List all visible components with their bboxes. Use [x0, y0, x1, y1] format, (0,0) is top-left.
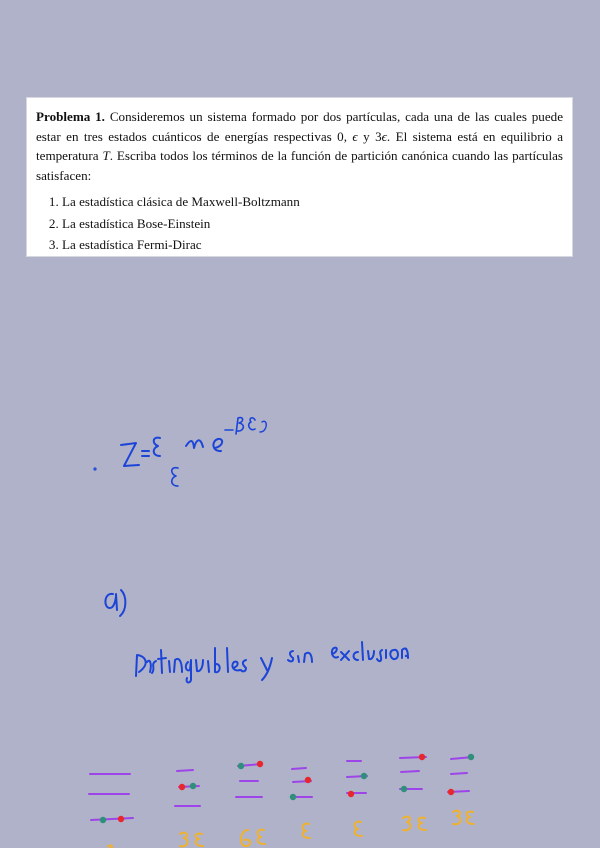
- epsilon-symbol: ϵ: [352, 128, 358, 144]
- list-item: 2. La estadística Bose-Einstein: [62, 213, 563, 235]
- list-item: 1. La estadística clásica de Maxwell-Boltzmann: [62, 191, 563, 213]
- statement-part-3: . El sistema está en equilibrio a temperatura: [36, 128, 564, 164]
- part-a-label: [105, 590, 125, 616]
- partition-function-formula: [94, 418, 266, 486]
- list-item: 3. La estadística Fermi-Dirac: [62, 234, 563, 256]
- problem-heading: Problema 1.: [36, 109, 105, 124]
- epsilon-symbol-2: ϵ: [381, 128, 387, 144]
- statement-part-4: . Escriba todos los términos de la función de partición canónica cuando las partículas satisfacen:: [36, 148, 564, 183]
- statement-part-2: y 3: [357, 128, 382, 144]
- handwritten-note: [136, 642, 408, 682]
- energy-labels: [108, 811, 474, 848]
- energy-level-diagrams: [89, 757, 473, 820]
- temperature-symbol: T: [102, 148, 110, 164]
- statement-part-1: Consideremos un sistema formado por dos partículas, cada una de las cuales puede estar en tres estados cuánticos de energías respectivas 0,: [36, 109, 564, 144]
